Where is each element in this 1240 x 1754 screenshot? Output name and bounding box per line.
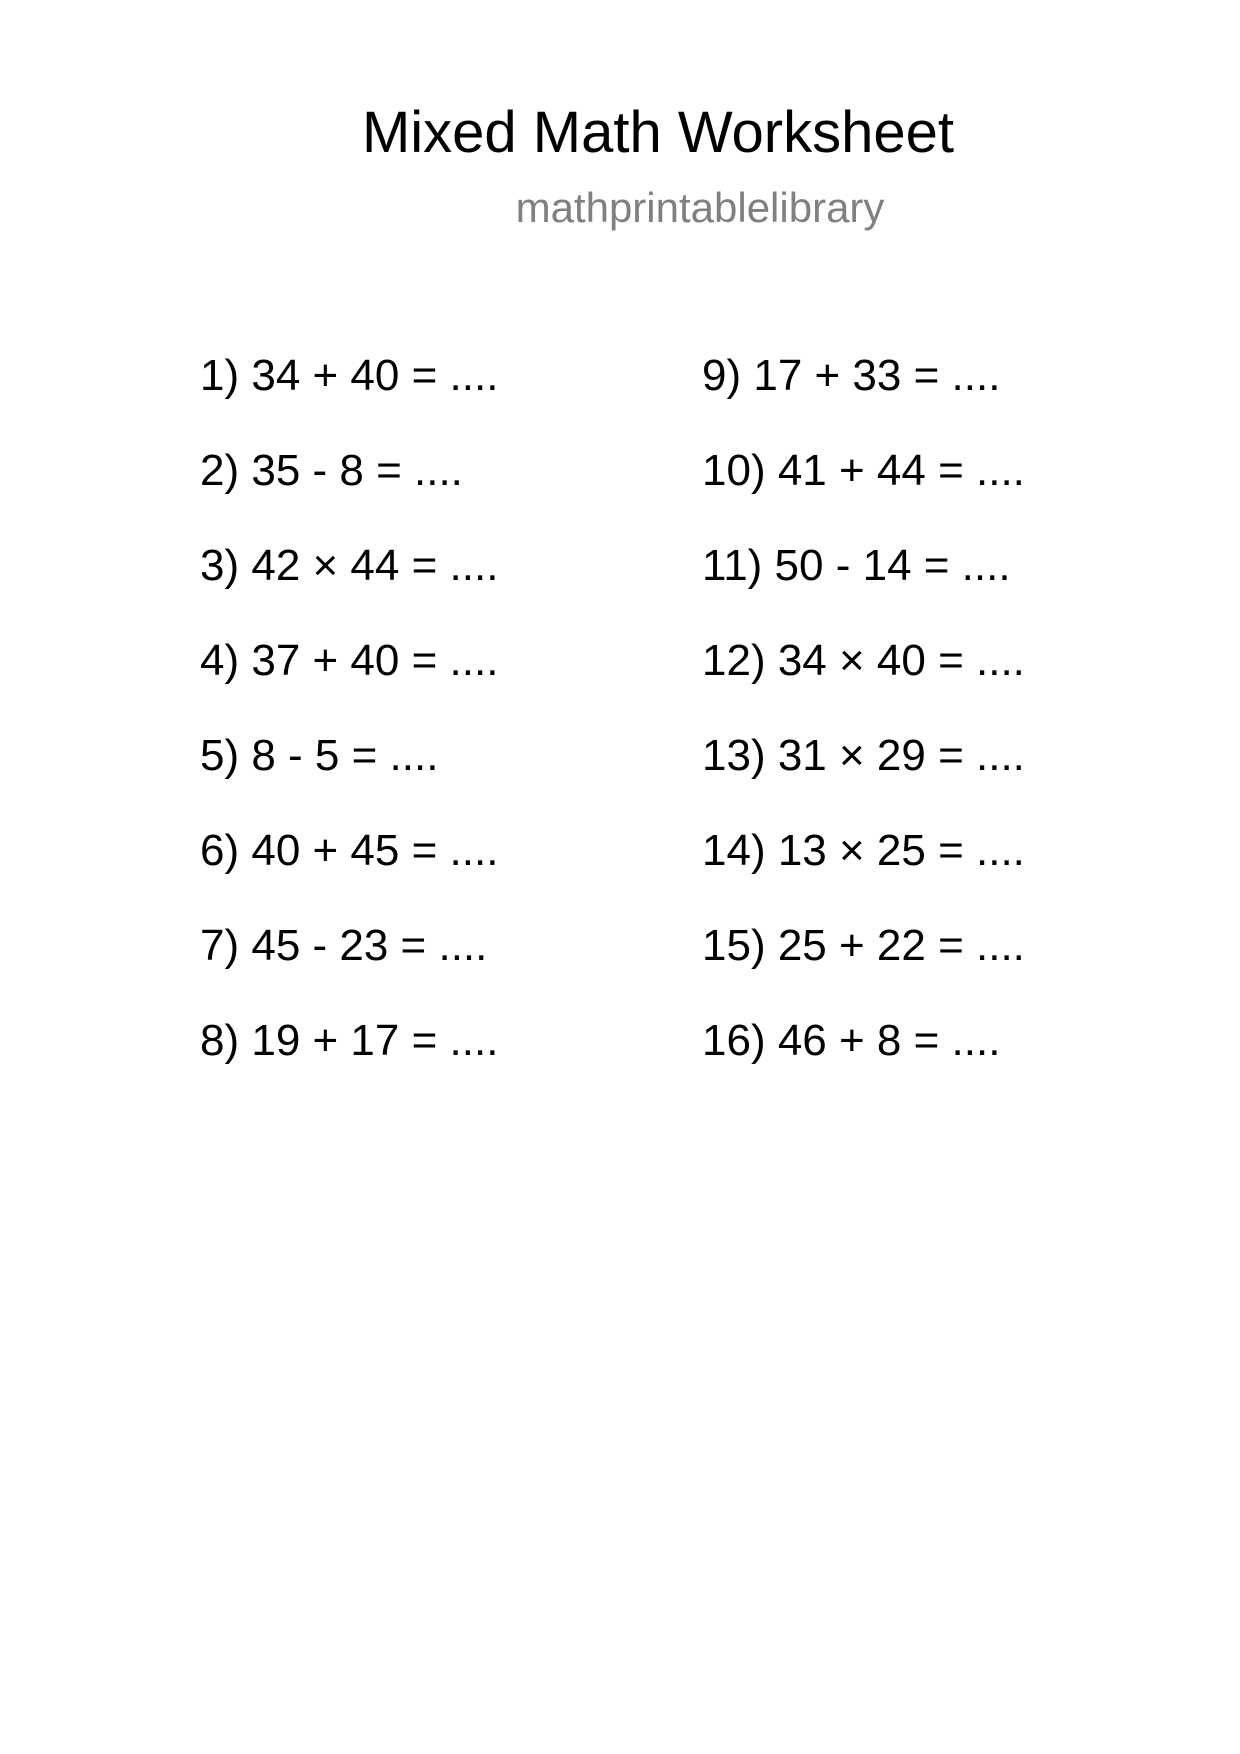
problem-7: 7) 45 - 23 = .... <box>200 921 488 970</box>
page-subtitle: mathprintablelibrary <box>515 184 885 231</box>
problem-13: 13) 31 × 29 = .... <box>702 731 1025 780</box>
problem-10: 10) 41 + 44 = .... <box>702 446 1025 495</box>
problem-3: 3) 42 × 44 = .... <box>200 541 499 590</box>
problem-column-left <box>200 348 498 1108</box>
problem-6: 6) 40 + 45 = .... <box>200 826 499 875</box>
problem-5: 5) 8 - 5 = .... <box>200 731 439 780</box>
problem-14: 14) 13 × 25 = .... <box>702 826 1025 875</box>
page-title: Mixed Math Worksheet <box>361 100 955 165</box>
problem-15: 15) 25 + 22 = .... <box>702 921 1025 970</box>
problem-2: 2) 35 - 8 = .... <box>200 446 463 495</box>
problem-1: 1) 34 + 40 = .... <box>200 351 499 400</box>
problem-12: 12) 34 × 40 = .... <box>702 636 1025 685</box>
problem-column-right <box>702 348 1025 1108</box>
problem-9: 9) 17 + 33 = .... <box>702 351 1001 400</box>
problem-16: 16) 46 + 8 = .... <box>702 1016 1001 1065</box>
problem-8: 8) 19 + 17 = .... <box>200 1016 499 1065</box>
problem-11: 11) 50 - 14 = .... <box>702 541 1011 590</box>
problem-4: 4) 37 + 40 = .... <box>200 636 499 685</box>
